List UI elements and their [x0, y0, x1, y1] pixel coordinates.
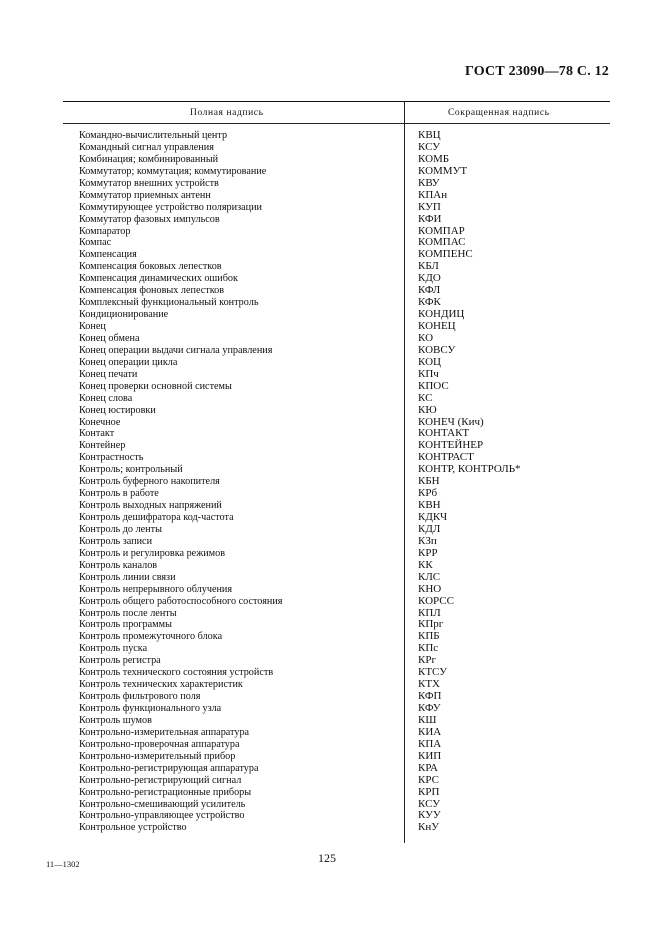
abbreviation-cell: КРР	[418, 546, 438, 559]
full-name-cell: Компаратор	[79, 225, 131, 237]
table-row	[0, 751, 661, 763]
abbreviation-cell: КОНТЕЙНЕР	[418, 439, 484, 452]
table-row	[0, 643, 661, 655]
table-row	[0, 512, 661, 524]
abbreviation-cell: КОНТАКТ	[418, 427, 470, 440]
abbreviation-cell: КПрг	[418, 618, 444, 631]
abbreviation-cell: КОНЕЦ	[418, 320, 456, 332]
full-name-cell: Конец операции выдачи сигнала управления	[79, 344, 273, 356]
table-row	[0, 763, 661, 775]
table-row	[0, 309, 661, 321]
table-row	[0, 297, 661, 309]
table-row	[0, 405, 661, 417]
full-name-cell: Контрастность	[79, 452, 144, 464]
table-row	[0, 655, 661, 667]
full-name-cell: Контрольно-регистрирующая аппаратура	[79, 762, 259, 774]
table-row	[0, 727, 661, 739]
full-name-cell: Контроль общего работоспособного состояния	[79, 595, 283, 607]
full-name-cell: Контроль в работе	[79, 488, 159, 500]
table-row	[0, 237, 661, 249]
abbreviation-cell: КВЦ	[418, 129, 441, 141]
column-header-abbreviation: Сокращенная надпись	[448, 108, 550, 118]
abbreviation-cell: КПБ	[418, 630, 440, 643]
abbreviation-cell: КОМПАР	[418, 224, 465, 237]
abbreviation-cell: КУУ	[418, 809, 441, 822]
abbreviation-cell: КИП	[418, 749, 442, 762]
table-row	[0, 226, 661, 238]
abbreviation-cell: КВУ	[418, 176, 440, 189]
full-name-cell: Коммутатор приемных антенн	[79, 189, 211, 201]
full-name-cell: Контакт	[79, 428, 115, 440]
abbreviation-cell: КОМПЕНС	[418, 248, 473, 261]
abbreviation-cell: КОРСС	[418, 594, 454, 607]
abbreviation-cell: КРА	[418, 761, 438, 774]
abbreviation-cell: КПОС	[418, 379, 449, 392]
abbreviation-cell: КОНЕЧ (Кич)	[418, 415, 484, 428]
table-row	[0, 249, 661, 261]
full-name-cell: Контроль фильтрового поля	[79, 691, 201, 703]
table-row	[0, 584, 661, 596]
full-name-cell: Контроль технических характеристик	[79, 679, 243, 691]
abbreviation-cell: КФЛ	[418, 284, 441, 297]
abbreviation-cell: КПч	[418, 367, 439, 380]
full-name-cell: Контроль регистра	[79, 655, 161, 667]
table-row	[0, 810, 661, 822]
abbreviation-cell: КПЛ	[418, 606, 441, 619]
abbreviation-cell: КФК	[418, 296, 441, 309]
table-row	[0, 548, 661, 560]
full-name-cell: Контрольно-измерительный прибор	[79, 750, 236, 762]
table-row	[0, 178, 661, 190]
full-name-cell: Контроль технического состояния устройств	[79, 667, 274, 679]
abbreviation-cell: КОНТРАСТ	[418, 451, 474, 464]
footer-code: 11—1302	[46, 859, 80, 869]
abbreviation-cell: КПАн	[418, 188, 448, 201]
table-row	[0, 393, 661, 405]
table-row	[0, 619, 661, 631]
table-row	[0, 440, 661, 452]
column-header-full: Полная надпись	[190, 108, 264, 118]
full-name-cell: Компенсация динамических ошибок	[79, 273, 238, 285]
abbreviation-cell: КСУ	[418, 797, 441, 810]
abbreviation-cell: КОНДИЦ	[418, 308, 465, 321]
abbreviation-cell: КИА	[418, 725, 442, 738]
table-row	[0, 285, 661, 297]
table-row	[0, 799, 661, 811]
full-name-cell: Комплексный функциональный контроль	[79, 297, 259, 309]
table-row	[0, 476, 661, 488]
full-name-cell: Контрольное устройство	[79, 822, 187, 834]
table-row	[0, 261, 661, 273]
full-name-cell: Контроль и регулировка режимов	[79, 547, 226, 559]
table-row	[0, 369, 661, 381]
table-row	[0, 560, 661, 572]
full-name-cell: Конец печати	[79, 368, 138, 380]
full-name-cell: Контрольно-проверочная аппаратура	[79, 738, 240, 750]
full-name-cell: Контроль дешифратора код-частота	[79, 512, 234, 523]
abbreviation-cell: КЮ	[418, 403, 437, 416]
full-name-cell: Контрольно-смешивающий усилитель	[79, 798, 246, 810]
abbreviation-cell: КВН	[418, 499, 441, 512]
table-row	[0, 822, 661, 834]
table-row	[0, 715, 661, 727]
abbreviation-cell: КОНТР, КОНТРОЛЬ*	[418, 463, 521, 476]
abbreviation-cell: КРг	[418, 654, 436, 667]
table-row	[0, 166, 661, 178]
abbreviation-cell: КУП	[418, 200, 441, 213]
full-name-cell: Коммутирующее устройство поляризации	[79, 201, 262, 213]
table-row	[0, 345, 661, 357]
header-rule	[63, 123, 610, 124]
full-name-cell: Компенсация	[79, 249, 137, 261]
abbreviation-cell: КФИ	[418, 212, 442, 225]
full-name-cell: Компенсация фоновых лепестков	[79, 285, 225, 297]
abbreviation-cell: КРб	[418, 487, 438, 500]
full-name-cell: Контроль выходных напряжений	[79, 500, 222, 512]
abbreviation-cell: КТСУ	[418, 666, 448, 679]
table-row	[0, 691, 661, 703]
full-name-cell: Контрольно-регистрирующий сигнал	[79, 774, 242, 786]
table-row	[0, 524, 661, 536]
full-name-cell: Контроль пуска	[79, 643, 148, 655]
full-name-cell: Контроль шумов	[79, 714, 152, 726]
table-row	[0, 142, 661, 154]
full-name-cell: Командно-вычислительный центр	[79, 130, 228, 141]
full-name-cell: Контроль записи	[79, 535, 153, 547]
table-row	[0, 500, 661, 512]
full-name-cell: Конечное	[79, 416, 121, 428]
abbreviation-cell: КОВСУ	[418, 343, 456, 356]
table-row	[0, 631, 661, 643]
full-name-cell: Контрольно-измерительная аппаратура	[79, 726, 250, 738]
full-name-cell: Коммутатор; коммутация; коммутирование	[79, 165, 267, 177]
full-name-cell: Конец слова	[79, 392, 133, 404]
table-row	[0, 417, 661, 429]
abbreviation-cell: КОММУТ	[418, 164, 468, 177]
abbreviation-cell: КПс	[418, 642, 439, 655]
abbreviation-cell: КОЦ	[418, 355, 441, 368]
abbreviation-cell: КНО	[418, 582, 442, 595]
table-row	[0, 202, 661, 214]
full-name-cell: Контроль после ленты	[79, 607, 177, 619]
table-row	[0, 464, 661, 476]
table-row	[0, 488, 661, 500]
table-row	[0, 214, 661, 226]
table-row	[0, 452, 661, 464]
full-name-cell: Конец проверки основной системы	[79, 380, 232, 392]
page-header: ГОСТ 23090—78 С. 12	[465, 64, 609, 79]
table-row	[0, 739, 661, 751]
abbreviation-cell: КСУ	[418, 140, 441, 153]
top-rule	[63, 101, 610, 102]
abbreviation-cell: КБЛ	[418, 260, 439, 273]
page-number: 125	[318, 851, 336, 865]
table-row	[0, 572, 661, 584]
abbreviation-cell: КС	[418, 391, 433, 404]
full-name-cell: Контроль буферного накопителя	[79, 476, 220, 488]
full-name-cell: Конец	[79, 321, 106, 332]
full-name-cell: Компас	[79, 237, 112, 249]
full-name-cell: Кондиционирование	[79, 309, 169, 321]
table-row	[0, 357, 661, 369]
table-row	[0, 679, 661, 691]
table-row	[0, 596, 661, 608]
abbreviation-cell: КДЛ	[418, 522, 441, 535]
abbreviation-cell: КО	[418, 331, 434, 344]
abbreviation-cell: КРП	[418, 785, 440, 798]
abbreviation-cell: КТХ	[418, 678, 440, 691]
full-name-cell: Контроль линии связи	[79, 571, 176, 583]
table-row	[0, 381, 661, 393]
full-name-cell: Конец обмена	[79, 332, 140, 344]
full-name-cell: Контроль до ленты	[79, 523, 162, 535]
table-row	[0, 703, 661, 715]
table-row	[0, 333, 661, 345]
abbreviation-cell: КОМПАС	[418, 236, 466, 249]
table-row	[0, 428, 661, 440]
table-row	[0, 154, 661, 166]
full-name-cell: Контроль функционального узла	[79, 703, 222, 714]
full-name-cell: Конец операции цикла	[79, 356, 178, 368]
full-name-cell: Контроль; контрольный	[79, 464, 183, 476]
table-row	[0, 775, 661, 787]
abbreviation-cell: КРС	[418, 773, 439, 786]
abbreviation-cell: КПА	[418, 737, 442, 750]
abbreviation-cell: КнУ	[418, 821, 440, 834]
table-row	[0, 536, 661, 548]
full-name-cell: Комбинация; комбинированный	[79, 153, 219, 165]
full-name-cell: Коммутатор фазовых импульсов	[79, 213, 220, 225]
full-name-cell: Коммутатор внешних устройств	[79, 177, 219, 189]
table-row	[0, 130, 661, 142]
table-row	[0, 321, 661, 333]
abbreviation-cell: КШ	[418, 713, 437, 726]
full-name-cell: Компенсация боковых лепестков	[79, 261, 222, 273]
full-name-cell: Контроль непрерывного облучения	[79, 583, 233, 595]
table-row	[0, 190, 661, 202]
table-row	[0, 608, 661, 620]
table-row	[0, 787, 661, 799]
abbreviation-cell: КОМБ	[418, 152, 450, 165]
abbreviation-cell: КБН	[418, 475, 440, 488]
full-name-cell: Контрольно-управляющее устройство	[79, 810, 245, 822]
table-row	[0, 273, 661, 285]
abbreviation-cell: КК	[418, 558, 433, 571]
full-name-cell: Контроль промежуточного блока	[79, 631, 223, 643]
abbreviation-cell: КФУ	[418, 702, 441, 714]
full-name-cell: Командный сигнал управления	[79, 141, 214, 153]
abbreviation-cell: КФП	[418, 690, 442, 703]
abbreviation-cell: КДО	[418, 272, 441, 285]
full-name-cell: Контроль программы	[79, 619, 172, 631]
full-name-cell: Контроль каналов	[79, 559, 158, 571]
full-name-cell: Контрольно-регистрационные приборы	[79, 786, 252, 798]
abbreviation-table	[0, 130, 661, 834]
abbreviation-cell: КЛС	[418, 570, 441, 583]
table-row	[0, 667, 661, 679]
abbreviation-cell: КЗп	[418, 534, 437, 547]
full-name-cell: Контейнер	[79, 440, 126, 452]
abbreviation-cell: КДКЧ	[418, 511, 448, 523]
full-name-cell: Конец юстировки	[79, 404, 156, 416]
